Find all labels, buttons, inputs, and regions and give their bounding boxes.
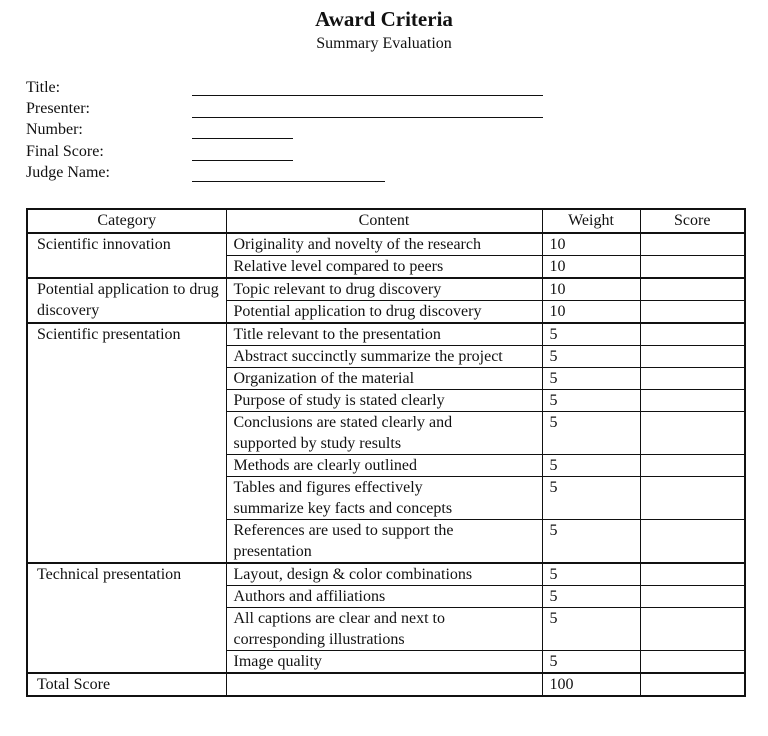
- field-label-final-score: Final Score:: [26, 143, 104, 160]
- field-label-title: Title:: [26, 79, 61, 96]
- score-cell[interactable]: [640, 586, 745, 608]
- content-cell: Image quality: [226, 651, 542, 674]
- content-cell: Authors and affiliations: [226, 586, 542, 608]
- content-cell: Title relevant to the presentation: [226, 323, 542, 346]
- table-row: [27, 278, 745, 301]
- weight-cell: 5: [542, 412, 640, 455]
- weight-cell: 10: [542, 278, 640, 301]
- table-row: [27, 233, 745, 256]
- category-cell: Technical presentation: [27, 563, 226, 673]
- category-cell: Potential application to drug discovery: [27, 278, 226, 323]
- field-label-judge-name: Judge Name:: [26, 164, 110, 181]
- column-header-weight: Weight: [542, 209, 640, 233]
- title-field[interactable]: [192, 95, 543, 96]
- weight-cell: 10: [542, 301, 640, 324]
- category-cell: Scientific innovation: [27, 233, 226, 278]
- weight-cell: 5: [542, 586, 640, 608]
- total-row: [27, 673, 745, 696]
- weight-cell: 10: [542, 233, 640, 256]
- content-cell: Topic relevant to drug discovery: [226, 278, 542, 301]
- total-weight-cell: 100: [542, 673, 640, 696]
- column-header-content: Content: [226, 209, 542, 233]
- weight-cell: 5: [542, 520, 640, 564]
- score-cell[interactable]: [640, 368, 745, 390]
- weight-cell: 10: [542, 256, 640, 279]
- content-cell: References are used to support the presentation: [226, 520, 542, 564]
- award-criteria-table: [26, 208, 746, 697]
- content-cell: Originality and novelty of the research: [226, 233, 542, 256]
- table-header-row: [27, 209, 745, 233]
- content-cell: Relative level compared to peers: [226, 256, 542, 279]
- score-cell[interactable]: [640, 301, 745, 324]
- page-subtitle: Summary Evaluation: [316, 35, 452, 52]
- score-cell[interactable]: [640, 323, 745, 346]
- content-cell: Conclusions are stated clearly and supported by study results: [226, 412, 542, 455]
- weight-cell: 5: [542, 563, 640, 586]
- score-cell[interactable]: [640, 256, 745, 279]
- weight-cell: 5: [542, 368, 640, 390]
- score-cell[interactable]: [640, 278, 745, 301]
- weight-cell: 5: [542, 477, 640, 520]
- content-cell: Purpose of study is stated clearly: [226, 390, 542, 412]
- score-cell[interactable]: [640, 390, 745, 412]
- judge-name-field[interactable]: [192, 181, 385, 182]
- content-cell: Organization of the material: [226, 368, 542, 390]
- content-cell: Potential application to drug discovery: [226, 301, 542, 324]
- column-header-score: Score: [640, 209, 745, 233]
- total-score-cell[interactable]: [640, 673, 745, 696]
- content-cell: Tables and figures effectively summarize key facts and concepts: [226, 477, 542, 520]
- field-label-number: Number:: [26, 121, 83, 138]
- weight-cell: 5: [542, 390, 640, 412]
- weight-cell: 5: [542, 608, 640, 651]
- score-cell[interactable]: [640, 233, 745, 256]
- content-cell: Abstract succinctly summarize the project: [226, 346, 542, 368]
- score-cell[interactable]: [640, 346, 745, 368]
- presenter-field[interactable]: [192, 117, 543, 118]
- content-cell: All captions are clear and next to corresponding illustrations: [226, 608, 542, 651]
- final-score-field[interactable]: [192, 160, 293, 161]
- field-label-presenter: Presenter:: [26, 100, 90, 117]
- table-row: [27, 563, 745, 586]
- column-header-category: Category: [27, 209, 226, 233]
- score-cell[interactable]: [640, 608, 745, 651]
- content-cell: Methods are clearly outlined: [226, 455, 542, 477]
- score-cell[interactable]: [640, 455, 745, 477]
- weight-cell: 5: [542, 455, 640, 477]
- weight-cell: 5: [542, 651, 640, 674]
- weight-cell: 5: [542, 323, 640, 346]
- category-cell: Scientific presentation: [27, 323, 226, 563]
- score-cell[interactable]: [640, 651, 745, 674]
- table-row: [27, 323, 745, 346]
- weight-cell: 5: [542, 346, 640, 368]
- content-cell: Layout, design & color combinations: [226, 563, 542, 586]
- score-cell[interactable]: [640, 412, 745, 455]
- total-label: Total Score: [27, 673, 226, 696]
- number-field[interactable]: [192, 138, 293, 139]
- score-cell[interactable]: [640, 520, 745, 564]
- score-cell[interactable]: [640, 477, 745, 520]
- total-content-cell: [226, 673, 542, 696]
- page-title: Award Criteria: [315, 7, 453, 31]
- score-cell[interactable]: [640, 563, 745, 586]
